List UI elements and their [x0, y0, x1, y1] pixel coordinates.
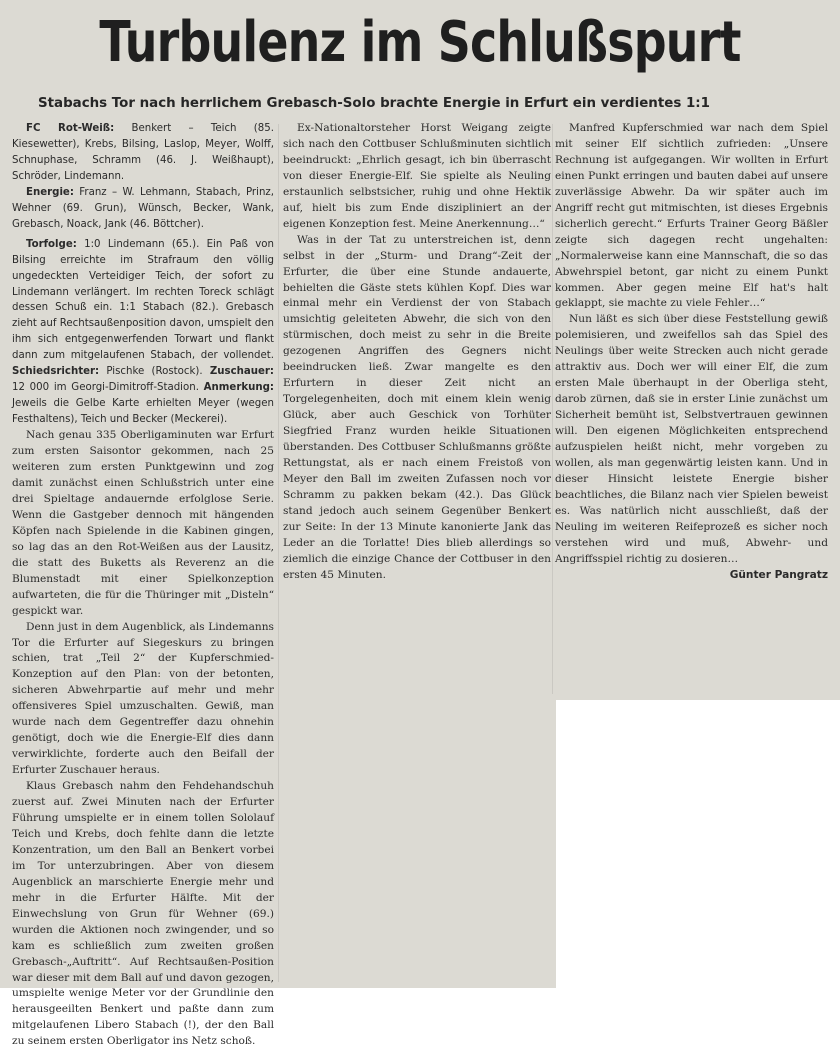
article-paragraph: Klaus Grebasch nahm den Fehdehandschuh zuerst auf. Zwei Minuten nach der Erfurter Führung umspielte er in einem tollen Sololauf Teich und Krebs, doch fehlte dann die letzte Konzentration, um den Ball an Benkert vorbei im Tor unterzubringen. Aber von diesem Augenblick an marschierte Energie mehr und mehr in die Erfurter Hälfte. Mit der Einwechslung von Grun für Wehner (69.) wurden die Aktionen noch zwingender, und so kam es schließlich zum zweiten großen Grebasch-„Auftritt“. Auf Rechtsaußen-Position war dieser mit dem Ball auf und davon gezogen, umspielte wenige Meter vor der Grundlinie den herausgeeilten Benkert und paßte dann zum mitgelaufenen Libero Stabach (!), der den Ball zu seinem ersten Oberligator ins Netz schoß. — [12, 780, 274, 1048]
article-paragraph: Denn just in dem Augenblick, als Lindemanns Tor die Erfurter auf Siegeskurs zu bringen schien, trat „Teil 2“ der Kupferschmied-Konzeption auf den Plan: von der betonten, sicheren Abwehrpartie auf mehr und mehr offensiveres Spiel umzuschalten. Gewiß, man wurde nach dem Gegentreffer dazu ohnehin genötigt, doch wie die Energie-Elf dies dann verwirklichte, forderte auch den Beifall der Erfurter Zuschauer heraus. — [12, 620, 274, 777]
lineup-team2-players: Franz – W. Lehmann, Stabach, Prinz, Wehner (69. Grun), Wünsch, Becker, Wank, Grebasch, Noack, Jank (46. Böttcher). — [12, 186, 274, 230]
referee-text: Pischke (Rostock). — [106, 366, 203, 378]
headline: Turbulenz im Schlußspurt — [99, 10, 741, 75]
column-divider — [552, 124, 553, 694]
lineup-team2-name: Energie: — [26, 186, 74, 198]
note-label: Anmerkung: — [203, 382, 274, 394]
blank-area — [556, 700, 840, 988]
article-column-3 — [555, 121, 828, 584]
subheadline: Stabachs Tor nach herrlichem Grebasch-Solo brachte Energie in Erfurt ein verdientes 1:1 — [38, 96, 710, 111]
article-column-2 — [283, 121, 551, 584]
goals-text: 1:0 Lindemann (65.). Ein Paß von Bilsing erreichte im Strafraum den völlig ungedeckten Verteidiger Teich, der sofort zu Lindemann verlängert. Im rechten Toreck schlägt dessen Schuß ein. 1:1 Stabach (82.). Grebasch zieht auf Rechtsaußenposition davon, umspielt den ihm sich entgegenwerfenden Torwart und flankt dann zum mitgelaufenen Stabach, der vollendet. — [12, 238, 274, 362]
goals-label: Torfolge: — [26, 238, 77, 250]
lineup-team1-name: FC Rot-Weiß: — [26, 123, 115, 134]
lineup-team2 — [12, 185, 274, 233]
author-byline: Günter Pangratz — [729, 568, 828, 581]
lineup-team1-players: Benkert – Teich (85. Kiesewetter), Krebs, Bilsing, Laslop, Meyer, Wolff, Schnuphase, Schramm (46. J. Weißhaupt), Schröder, Lindemann. — [12, 123, 274, 182]
article-paragraph: Ex-Nationaltorsteher Horst Weigang zeigte sich nach den Cottbuser Schlußminuten sichtlich beeindruckt: „Ehrlich gesagt, ich bin überrascht von dieser Energie-Elf. Sie spielte als Neuling erstaunlich selbstsicher, ruhig und ohne Hektik auf, hielt bis zum Ende diszipliniert an der eigenen Konzeption fest. Meine Anerkennung…“ — [283, 122, 551, 230]
note-text: Jeweils die Gelbe Karte erhielten Meyer (wegen Festhaltens), Teich und Becker (Meckerei). — [12, 398, 274, 426]
article-paragraph-text: Nun läßt es sich über diese Feststellung gewiß polemisieren, und zweifellos sah das Spiel des Neulings über weite Strecken auch nicht gerade attraktiv aus. Doch wer will einer Elf, die zum ersten Male überhaupt in der Oberliga steht, darob zürnen, daß sie in erster Linie zunächst um Sicherheit bemüht ist, Selbstvertrauen gewinnen will. Den eigenen Möglichkeiten entsprechend aufzuspielen heißt nicht, mehr vorgeben zu wollen, als man gegenwärtig leisten kann. Und in dieser Hinsicht leistete Energie bisher beachtliches, die Bilanz nach vier Spielen beweist es. Was natürlich nicht ausschließt, daß der Neuling im weiteren Reifeprozeß es sicher noch verstehen wird und muß, Abwehr- und Angriffsspiel richtig zu dosieren… — [555, 313, 828, 565]
article-paragraph: Manfred Kupferschmied war nach dem Spiel mit seiner Elf sichtlich zufrieden: „Unsere Rechnung ist aufgegangen. Wir wollten in Erfurt einen Punkt erringen und bauten dabei auf unsere zuverlässige Abwehr. Da wir später auch im Angriff recht gut mitmischten, ist dieses Ergebnis sicherlich gerecht.“ Erfurts Trainer Georg Bäßler zeigte sich dagegen recht ungehalten: „Normalerweise kann eine Mannschaft, die so das Abwehrspiel betont, gar nicht zu einem Punkt kommen. Aber gegen meine Elf hat's halt geklappt, sie machte zu viele Fehler…“ — [555, 122, 828, 310]
article-paragraph: Was in der Tat zu unterstreichen ist, denn selbst in der „Sturm- und Drang“-Zeit der Erfurter, die über eine Stunde andauerte, behielten die Gäste stets kühlen Kopf. Dies war einmal mehr ein Verdienst der von Stabach umsichtig geleiteten Abwehr, die sich von den stürmischen, doch meist zu sehr in die Breite gezogenen Angriffen des Gegners nicht beeindrucken ließ. Zwar mangelte es den Erfurtern in dieser Zeit nicht an Torgelegenheiten, doch mit einem klein wenig Glück, aber auch Geschick von Torhüter Siegfried Franz wurden heikle Situationen überstanden. Des Cottbuser Schlußmanns größte Rettungstat, als er nach einem Freistoß von Meyer den Ball im zweiten Zufassen noch vor Schramm zu pakken bekam (42.). Das Glück stand jedoch auch seinem Gegenüber Benkert zur Seite: In der 13 Minute kanonierte Jank das Leder an die Torlatte! Dies blieb allerdings so ziemlich die einzige Chance der Cottbuser in den ersten 45 Minuten. — [283, 233, 551, 581]
article-paragraph: Nach genau 335 Oberligaminuten war Erfurt zum ersten Saisontor gekommen, nach 25 weiteren zum ersten Punktgewinn und zog damit zunächst einen Schlußstrich unter eine drei Spieltage andauernde erfolglose Serie. Wenn die Gastgeber dennoch mit hängenden Köpfen nach Spielende in die Kabinen gingen, so lag das an den Rot-Weißen aus der Lausitz, die statt des Buketts als Reverenz an die Blumenstadt mit einer Spielkonzeption aufwarteten, die für die Thüringer mit „Disteln“ gespickt war. — [12, 429, 274, 617]
column-divider — [278, 124, 279, 982]
lineup-team1 — [12, 121, 274, 185]
spectators-label: Zuschauer: — [209, 366, 274, 378]
spectators-text: 12 000 im Georgi-Dimitroff-Stadion. — [12, 382, 199, 394]
match-facts — [12, 237, 274, 428]
article-paragraph — [555, 312, 828, 581]
referee-label: Schiedsrichter: — [12, 366, 100, 378]
article-column-1 — [12, 121, 274, 1048]
